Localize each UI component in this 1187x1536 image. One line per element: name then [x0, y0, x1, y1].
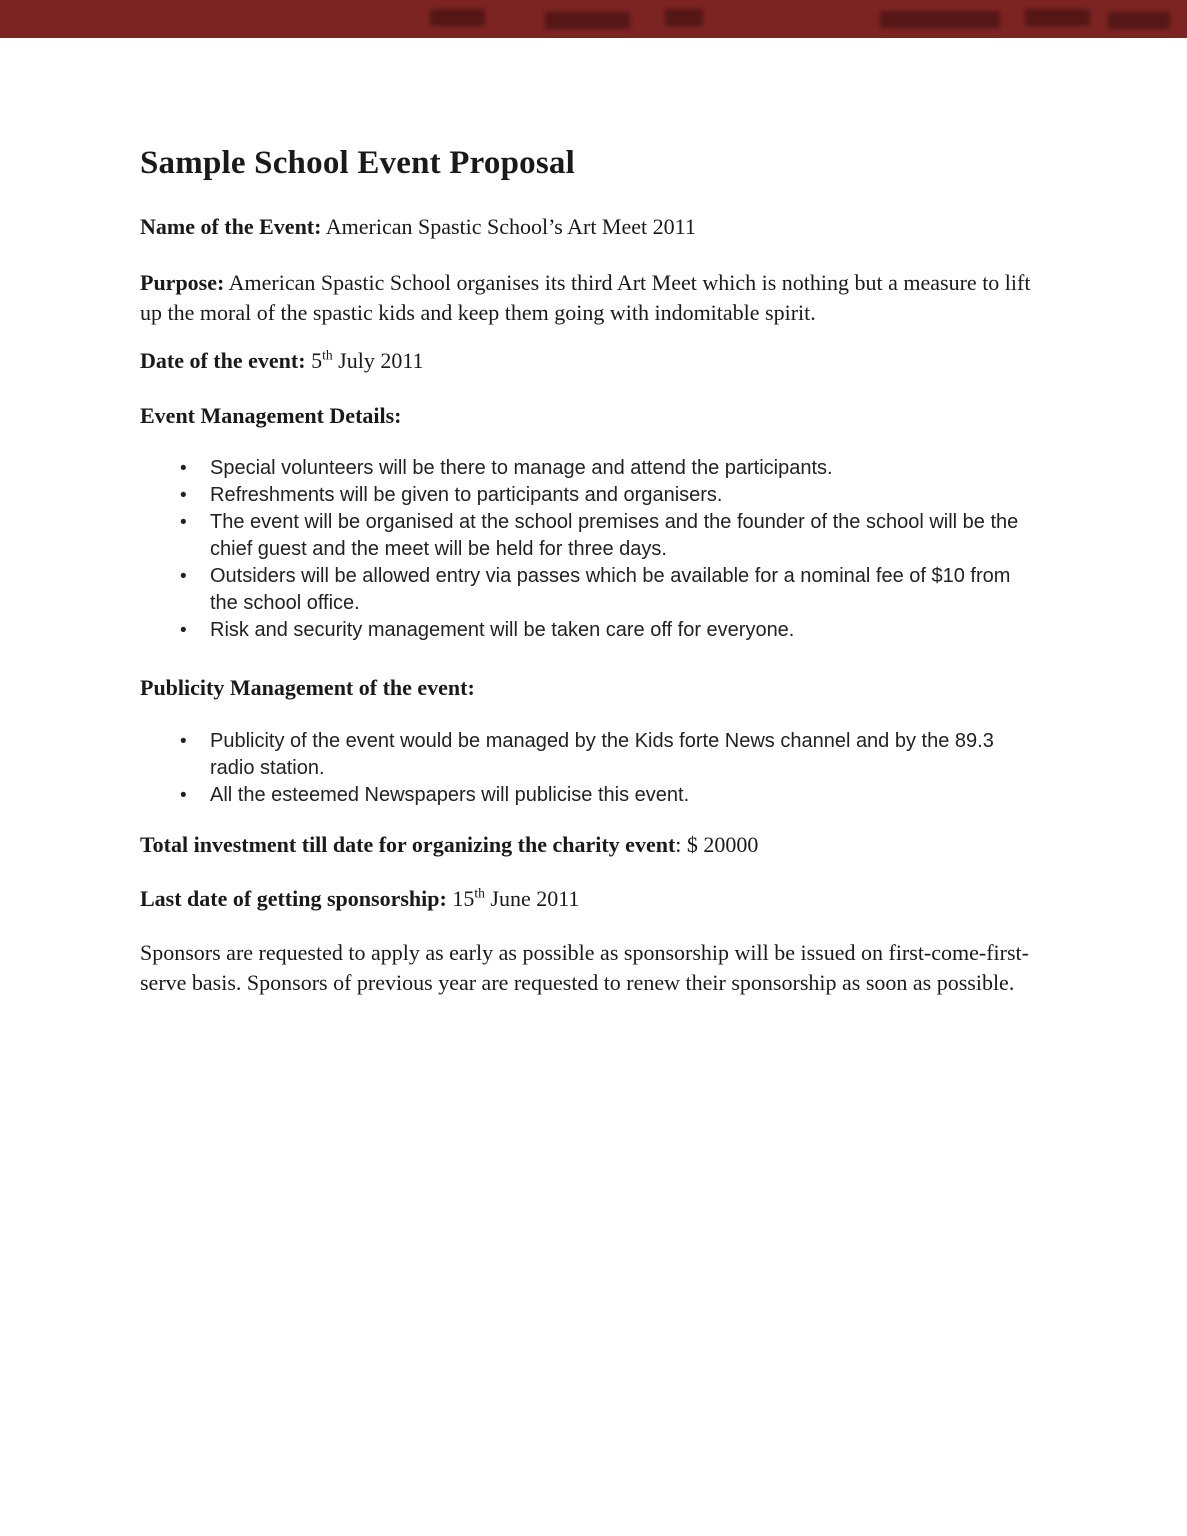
list-item: • Outsiders will be allowed entry via passes which be available for a nominal fee of $10 from the school office. — [180, 563, 1040, 617]
publicity-list — [140, 728, 1040, 809]
sponsorship-value: 15 — [446, 886, 475, 911]
investment-field — [140, 830, 1040, 860]
sponsorship-value-rest: June 2011 — [484, 886, 580, 911]
sponsorship-label: Last date of getting sponsorship: — [140, 886, 447, 911]
list-item: • Refreshments will be given to participants and organisers. — [180, 482, 1040, 509]
event-date-value: 5 — [305, 348, 323, 373]
closing-paragraph: Sponsors are requested to apply as early as possible as sponsorship will be issued on first-come-first-serve basis. Sponsors of previous year are requested to renew their sponsorship as soon as possible. — [140, 940, 1029, 995]
event-name-value: American Spastic School’s Art Meet 2011 — [321, 214, 696, 239]
publicity-heading: Publicity Management of the event: — [140, 675, 475, 700]
document-page — [0, 38, 1187, 998]
purpose-value: American Spastic School organises its third Art Meet which is nothing but a measure to lift up the moral of the spastic kids and keep them going with indomitable spirit. — [140, 270, 1031, 325]
investment-value: : $ 20000 — [675, 832, 759, 857]
event-name-label: Name of the Event: — [140, 214, 322, 239]
list-item: • Special volunteers will be there to manage and attend the participants. — [180, 455, 1040, 482]
list-item: • Publicity of the event would be managed by the Kids forte News channel and by the 89.3 radio station. — [180, 728, 1040, 782]
banner-artifact — [1108, 12, 1170, 29]
event-management-list — [140, 455, 1040, 644]
event-date-value-rest: July 2011 — [332, 348, 424, 373]
banner-artifact — [545, 12, 630, 29]
banner-artifact — [430, 9, 485, 26]
purpose-field — [140, 268, 1040, 328]
banner-artifact — [1025, 9, 1090, 26]
purpose-label: Purpose: — [140, 270, 225, 295]
sponsorship-field — [140, 884, 1040, 914]
top-banner — [0, 0, 1187, 38]
list-item: • The event will be organised at the school premises and the founder of the school will be the chief guest and the meet will be held for three days. — [180, 509, 1040, 563]
list-item: • Risk and security management will be taken care off for everyone. — [180, 617, 1040, 644]
banner-artifact — [880, 11, 1000, 28]
list-item: • All the esteemed Newspapers will publicise this event. — [180, 782, 1040, 809]
event-date-label: Date of the event: — [140, 348, 306, 373]
investment-label: Total investment till date for organizing the charity event — [140, 832, 676, 857]
banner-artifact — [665, 9, 703, 26]
event-date-field — [140, 346, 1040, 376]
document-title: Sample School Event Proposal — [140, 145, 575, 181]
event-management-heading: Event Management Details: — [140, 403, 402, 428]
ordinal-suffix: th — [474, 885, 485, 901]
ordinal-suffix: th — [322, 347, 333, 363]
event-name-field — [140, 212, 1040, 242]
